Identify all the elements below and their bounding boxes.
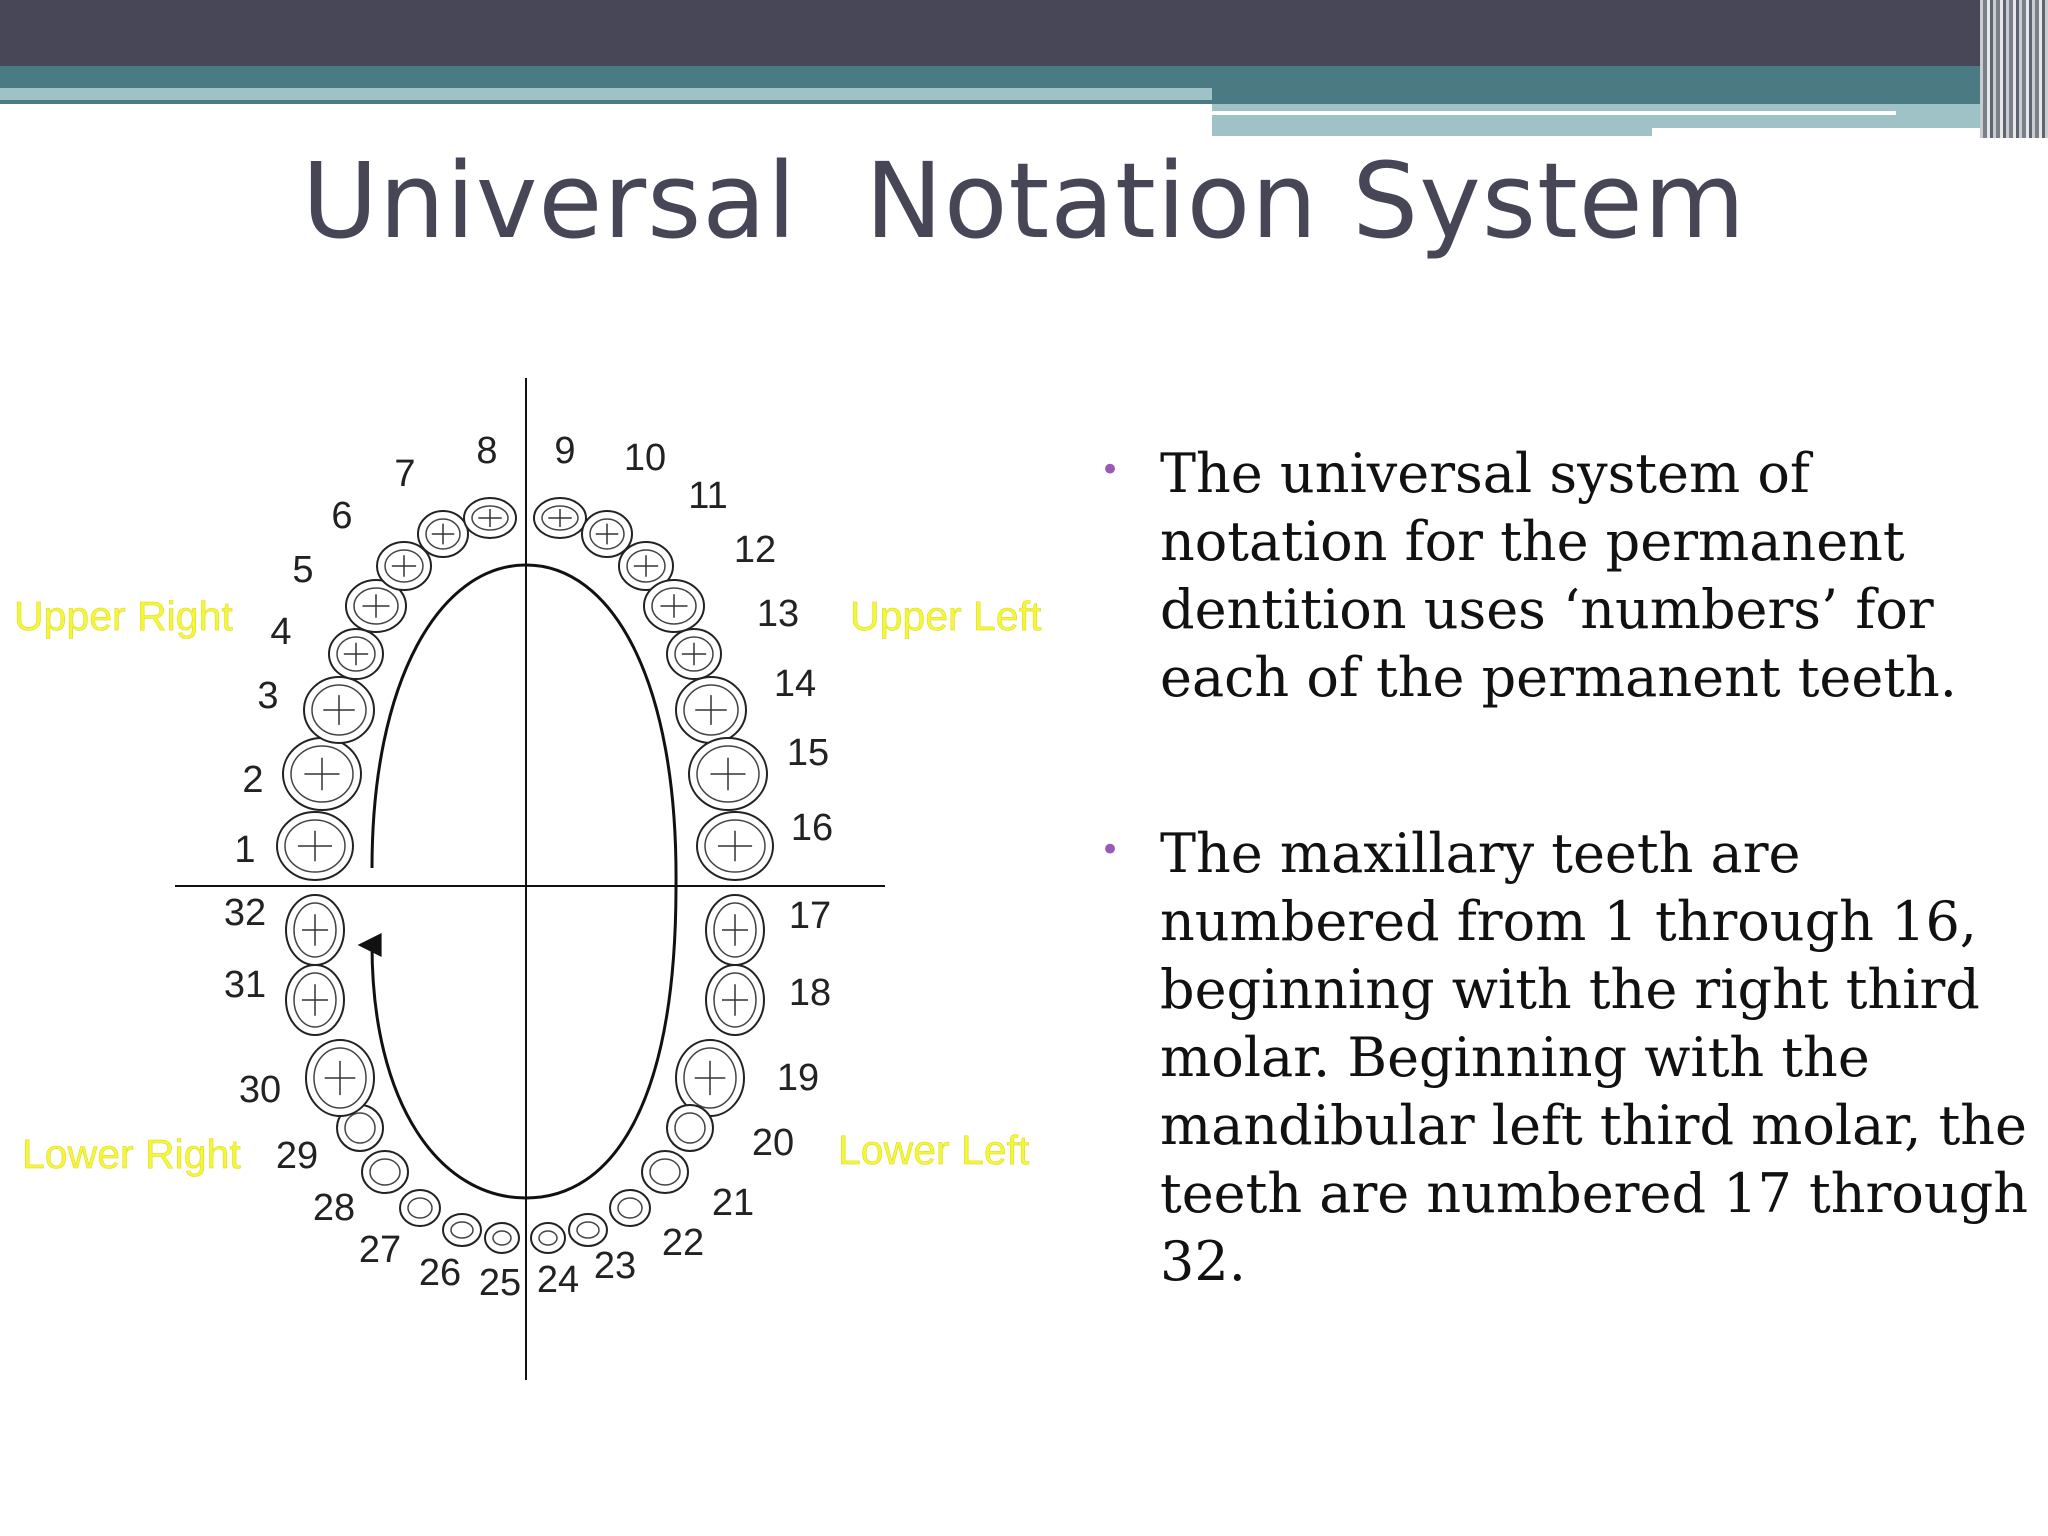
tooth-outline — [306, 1040, 374, 1116]
tooth-outline-shape — [667, 1105, 713, 1151]
tooth-number: 4 — [270, 611, 292, 653]
tooth-outline — [706, 965, 764, 1035]
bullet-dot-icon: • — [1100, 450, 1121, 490]
tooth-outline — [418, 511, 468, 557]
bullet-item — [1100, 820, 2030, 1296]
tooth-outline — [362, 1151, 408, 1193]
tooth-number: 30 — [238, 1069, 282, 1111]
tooth-number: 28 — [312, 1187, 356, 1229]
header-light-strip — [0, 88, 1212, 100]
tooth-number: 21 — [711, 1182, 755, 1224]
tooth-outline — [644, 580, 704, 632]
tooth-number: 3 — [257, 675, 279, 717]
tooth-number: 29 — [275, 1135, 319, 1177]
header-accent-line — [1652, 128, 2000, 136]
tooth-outline — [485, 1223, 519, 1253]
dental-chart-diagram — [0, 360, 1060, 1400]
tooth-number: 12 — [733, 529, 777, 571]
bullet-dot-icon: • — [1100, 830, 1121, 870]
tooth-outline-shape — [443, 1214, 481, 1246]
tooth-number: 7 — [394, 453, 416, 495]
tooth-outline-shape — [531, 1223, 565, 1253]
tooth-outline — [667, 1105, 713, 1151]
tooth-number: 11 — [688, 475, 728, 517]
quadrant-label-lower-right: Lower Right — [22, 1131, 241, 1177]
tooth-number: 19 — [776, 1057, 820, 1099]
tooth-number: 5 — [292, 549, 314, 591]
tooth-number: 14 — [773, 663, 817, 705]
tooth-outline — [286, 895, 344, 965]
tooth-outline — [642, 1151, 688, 1193]
tooth-outline — [706, 895, 764, 965]
tooth-outline — [283, 738, 361, 810]
tooth-outline-shape — [642, 1151, 688, 1193]
tooth-number: 13 — [756, 593, 800, 635]
lower-arch-curve — [372, 886, 676, 1198]
bullet-text: The maxillary teeth are numbered from 1 through 16, beginning with the right third molar. Beginning with the mandibular left third molar, the teeth are numbered 17 through 32. — [1160, 822, 2028, 1293]
tooth-outline — [304, 677, 374, 743]
header-corner-stripes — [1980, 0, 2048, 138]
tooth-number: 32 — [223, 892, 267, 934]
tooth-number: 20 — [751, 1122, 795, 1164]
tooth-number: 24 — [536, 1259, 580, 1301]
tooth-outline — [531, 1223, 565, 1253]
tooth-number: 25 — [478, 1262, 522, 1304]
tooth-outline — [400, 1190, 440, 1226]
tooth-outline-shape — [610, 1190, 650, 1226]
quadrant-label-lower-left: Lower Left — [838, 1127, 1030, 1173]
tooth-outline — [676, 677, 746, 743]
tooth-number: 6 — [331, 495, 353, 537]
tooth-outline — [667, 629, 721, 679]
tooth-outline-shape — [362, 1151, 408, 1193]
tooth-outline — [610, 1190, 650, 1226]
tooth-outline-shape — [569, 1214, 607, 1246]
tooth-number: 27 — [358, 1229, 402, 1271]
tooth-number: 8 — [476, 430, 498, 472]
tooth-number: 26 — [418, 1252, 462, 1294]
tooth-outline — [329, 629, 383, 679]
tooth-outline — [689, 738, 767, 810]
bullet-text: The universal system of notation for the permanent dentition uses ‘numbers’ for each of the permanent teeth. — [1160, 442, 1957, 709]
quadrant-label-upper-right: Upper Right — [14, 593, 233, 639]
bullet-item — [1100, 440, 2030, 712]
tooth-number: 31 — [223, 964, 267, 1006]
tooth-outline-shape — [485, 1223, 519, 1253]
tooth-outline — [443, 1214, 481, 1246]
tooth-outline — [464, 498, 516, 538]
tooth-number: 2 — [242, 759, 264, 801]
tooth-outline-shape — [400, 1190, 440, 1226]
tooth-number: 15 — [786, 732, 830, 774]
tooth-number: 10 — [623, 437, 667, 479]
header-dark-bar — [0, 0, 2048, 66]
upper-arch-curve — [372, 565, 676, 886]
tooth-number: 18 — [788, 972, 832, 1014]
header-accent-line — [1212, 111, 1896, 115]
tooth-number: 16 — [790, 807, 834, 849]
tooth-outline — [277, 812, 353, 880]
bullet-list — [1100, 440, 2030, 1404]
tooth-number: 23 — [593, 1245, 637, 1287]
tooth-outline — [569, 1214, 607, 1246]
tooth-outline — [534, 498, 586, 538]
tooth-outline — [697, 812, 773, 880]
page-title: Universal Notation System — [301, 140, 1747, 262]
tooth-number: 1 — [234, 829, 256, 871]
tooth-number: 17 — [788, 895, 832, 937]
tooth-outline — [286, 965, 344, 1035]
quadrant-label-upper-left: Upper Left — [850, 593, 1042, 639]
tooth-number: 9 — [554, 430, 576, 472]
tooth-number: 22 — [661, 1222, 705, 1264]
